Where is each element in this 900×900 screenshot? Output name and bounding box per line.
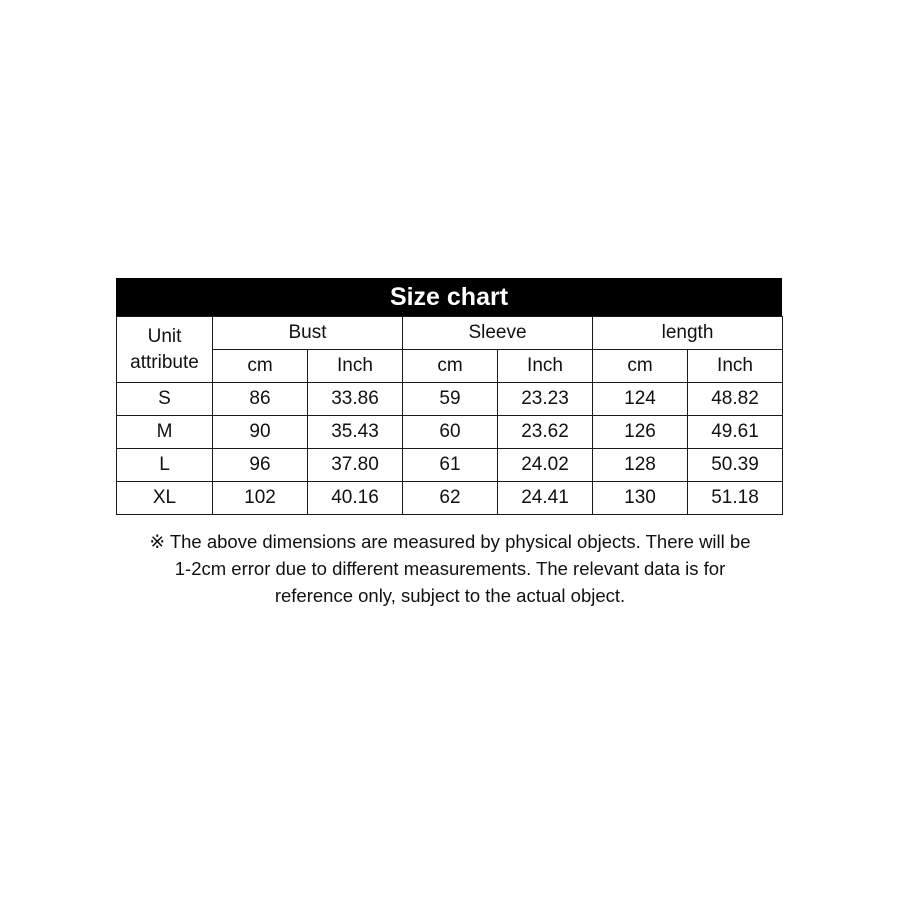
table-cell: 35.43 bbox=[308, 416, 403, 449]
unit-header-row bbox=[117, 350, 783, 383]
unit-header: cm bbox=[593, 350, 688, 383]
table-cell: 59 bbox=[403, 383, 498, 416]
size-label: M bbox=[117, 416, 213, 449]
measurement-note bbox=[100, 528, 800, 609]
note-line: reference only, subject to the actual object. bbox=[274, 585, 626, 606]
group-header-row bbox=[117, 317, 783, 350]
size-table bbox=[116, 316, 783, 515]
table-cell: 90 bbox=[213, 416, 308, 449]
unit-header: cm bbox=[403, 350, 498, 383]
unit-header: Inch bbox=[688, 350, 783, 383]
table-cell: 40.16 bbox=[308, 482, 403, 515]
table-cell: 61 bbox=[403, 449, 498, 482]
group-header-sleeve: Sleeve bbox=[403, 317, 593, 350]
table-cell: 124 bbox=[593, 383, 688, 416]
table-cell: 86 bbox=[213, 383, 308, 416]
table-cell: 102 bbox=[213, 482, 308, 515]
table-cell: 60 bbox=[403, 416, 498, 449]
unit-header: Inch bbox=[498, 350, 593, 383]
table-cell: 48.82 bbox=[688, 383, 783, 416]
size-label: XL bbox=[117, 482, 213, 515]
table-cell: 128 bbox=[593, 449, 688, 482]
unit-label: Unit bbox=[147, 325, 182, 347]
size-label: L bbox=[117, 449, 213, 482]
table-row bbox=[117, 449, 783, 482]
table-cell: 23.62 bbox=[498, 416, 593, 449]
attribute-label: attribute bbox=[130, 351, 199, 373]
table-cell: 23.23 bbox=[498, 383, 593, 416]
table-cell: 24.41 bbox=[498, 482, 593, 515]
size-chart bbox=[116, 278, 782, 515]
size-label: S bbox=[117, 383, 213, 416]
size-chart-title: Size chart bbox=[116, 278, 782, 316]
table-cell: 126 bbox=[593, 416, 688, 449]
table-cell: 37.80 bbox=[308, 449, 403, 482]
table-cell: 33.86 bbox=[308, 383, 403, 416]
unit-attribute-header bbox=[117, 317, 213, 383]
note-line: 1-2cm error due to different measurements. The relevant data is for bbox=[174, 558, 726, 579]
group-header-bust: Bust bbox=[213, 317, 403, 350]
table-cell: 24.02 bbox=[498, 449, 593, 482]
table-row bbox=[117, 416, 783, 449]
table-cell: 49.61 bbox=[688, 416, 783, 449]
table-cell: 50.39 bbox=[688, 449, 783, 482]
note-line: ※ The above dimensions are measured by physical objects. There will be bbox=[149, 531, 751, 552]
table-cell: 130 bbox=[593, 482, 688, 515]
unit-header: cm bbox=[213, 350, 308, 383]
unit-header: Inch bbox=[308, 350, 403, 383]
table-cell: 62 bbox=[403, 482, 498, 515]
table-cell: 51.18 bbox=[688, 482, 783, 515]
table-row bbox=[117, 383, 783, 416]
table-row bbox=[117, 482, 783, 515]
group-header-length: length bbox=[593, 317, 783, 350]
table-cell: 96 bbox=[213, 449, 308, 482]
